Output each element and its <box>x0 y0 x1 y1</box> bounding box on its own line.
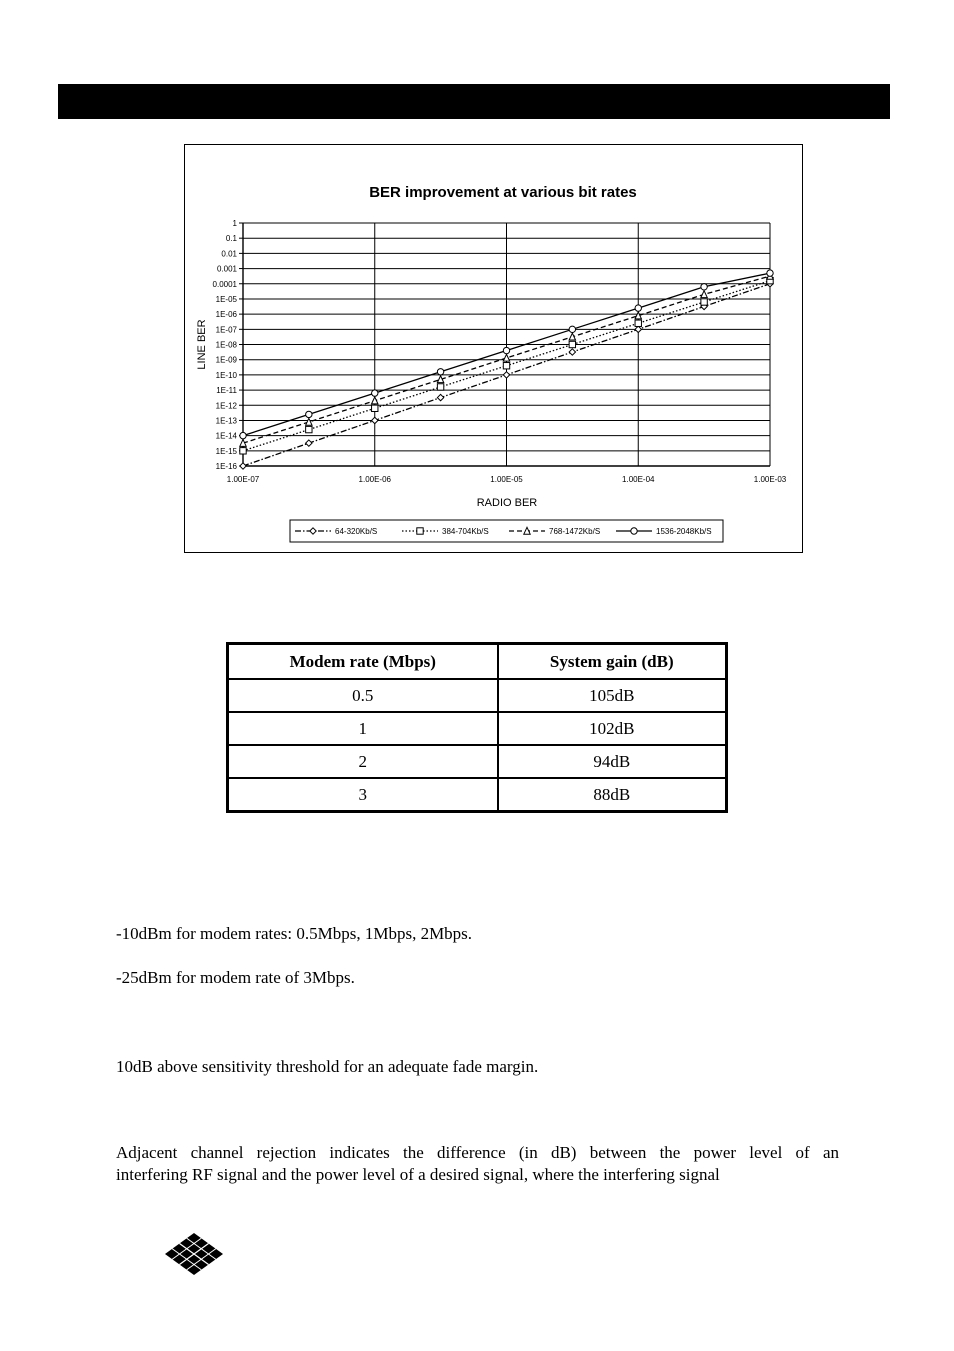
data-point <box>503 372 509 378</box>
header-system-gain: System gain (dB) <box>498 644 727 680</box>
legend-label: 1536-2048Kb/S <box>656 527 712 536</box>
y-tick-label: 1 <box>232 219 237 228</box>
y-tick-label: 0.0001 <box>212 279 237 289</box>
data-point <box>306 411 312 417</box>
max-input-level-line-1: -10dBm for modem rates: 0.5Mbps, 1Mbps, 2Mbps. <box>116 924 473 943</box>
cell-system-gain: 102dB <box>498 712 727 745</box>
data-point <box>635 305 641 311</box>
table-row <box>228 679 727 712</box>
x-axis-label: RADIO BER <box>476 497 538 509</box>
cell-modem-rate: 0.5 <box>228 679 498 712</box>
data-point <box>240 448 246 454</box>
system-gain-table <box>226 642 728 813</box>
x-tick-label: 1.00E-06 <box>358 475 391 484</box>
data-point <box>437 394 443 400</box>
x-tick-label: 1.00E-05 <box>490 475 523 484</box>
header-modem-rate: Modem rate (Mbps) <box>228 644 498 680</box>
y-tick-label: 0.001 <box>216 264 237 274</box>
y-tick-label: 1E-07 <box>215 325 237 335</box>
table-row <box>228 712 727 745</box>
y-tick-label: 1E-09 <box>215 355 237 365</box>
data-point <box>767 270 773 276</box>
legend-label: 384-704Kb/S <box>442 527 489 536</box>
data-point <box>372 417 378 423</box>
ber-chart <box>184 144 803 553</box>
y-axis-label: LINE BER <box>196 319 208 370</box>
cell-system-gain: 105dB <box>498 679 727 712</box>
data-point <box>503 347 509 353</box>
data-point <box>701 299 707 305</box>
adjacent-channel-paragraph <box>116 1142 839 1186</box>
data-point <box>306 426 312 432</box>
paragraph-line: Adjacent channel rejection indicates the difference (in dB) between the power level of an <box>116 1143 839 1162</box>
y-tick-label: 1E-16 <box>215 462 237 471</box>
data-point <box>569 326 575 332</box>
data-point <box>372 405 378 411</box>
y-tick-label: 1E-14 <box>215 431 237 441</box>
data-point <box>635 320 641 326</box>
y-tick-label: 1E-06 <box>215 310 237 320</box>
data-point <box>306 418 312 425</box>
data-point <box>372 390 378 396</box>
data-point <box>503 354 509 361</box>
cell-modem-rate: 2 <box>228 745 498 778</box>
legend-marker <box>417 528 423 534</box>
data-point <box>306 440 312 446</box>
y-tick-label: 1E-10 <box>215 370 237 380</box>
data-point <box>503 363 509 369</box>
data-point <box>569 341 575 347</box>
table-row <box>228 745 727 778</box>
data-point <box>701 291 707 298</box>
company-logo-icon <box>165 1233 223 1275</box>
y-tick-label: 0.01 <box>221 249 237 259</box>
data-point <box>437 384 443 390</box>
data-point <box>240 432 246 438</box>
x-tick-label: 1.00E-03 <box>753 475 787 484</box>
table-header-row <box>228 644 727 680</box>
y-tick-label: 1E-11 <box>216 386 237 396</box>
x-tick-label: 1.00E-04 <box>622 475 655 484</box>
y-tick-label: 1E-12 <box>215 401 237 411</box>
data-point <box>635 326 641 332</box>
cell-modem-rate: 1 <box>228 712 498 745</box>
y-tick-label: 1E-15 <box>215 446 237 456</box>
max-input-level-line-2: -25dBm for modem rate of 3Mbps. <box>116 968 355 987</box>
fade-margin-text: 10dB above sensitivity threshold for an adequate fade margin. <box>116 1057 539 1076</box>
y-tick-label: 0.1 <box>225 234 237 244</box>
legend-marker <box>631 528 637 534</box>
paragraph-line: interfering RF signal and the power level of a desired signal, where the interfering signal <box>116 1165 720 1184</box>
legend-label: 768-1472Kb/S <box>549 527 601 536</box>
cell-system-gain: 88dB <box>498 778 727 812</box>
data-point <box>569 349 575 355</box>
legend-label: 64-320Kb/S <box>335 527 378 536</box>
x-tick-label: 1.00E-07 <box>226 475 260 484</box>
y-tick-label: 1E-05 <box>215 294 237 304</box>
data-point <box>701 284 707 290</box>
y-tick-label: 1E-08 <box>215 340 237 350</box>
table-row <box>228 778 727 812</box>
y-tick-label: 1E-13 <box>215 416 237 426</box>
data-point <box>437 369 443 375</box>
cell-system-gain: 94dB <box>498 745 727 778</box>
chart-title: BER improvement at various bit rates <box>369 184 637 201</box>
cell-modem-rate: 3 <box>228 778 498 812</box>
header-bar <box>58 84 890 119</box>
ber-chart-svg <box>185 145 802 552</box>
data-point <box>240 463 246 469</box>
